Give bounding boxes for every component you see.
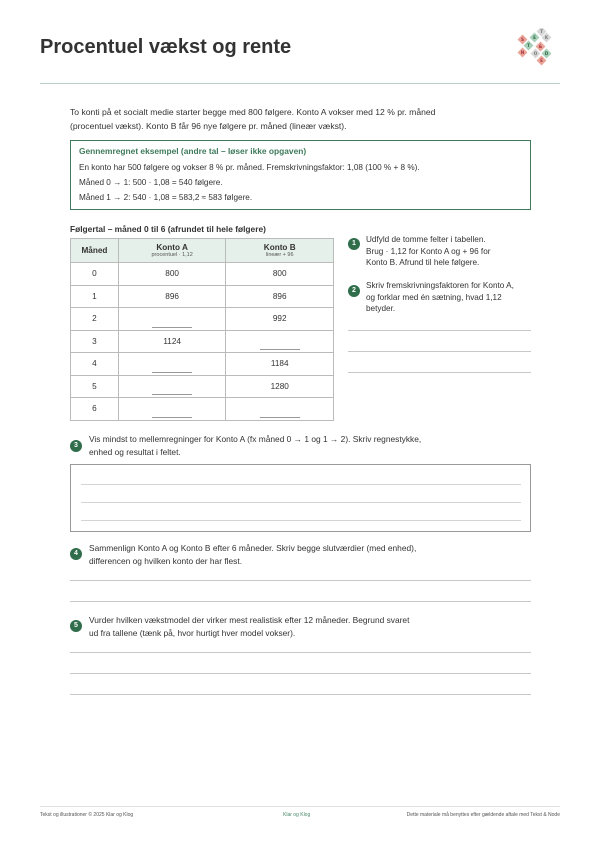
blank-answer-field[interactable] [152,363,192,373]
page-title: Procentuel vækst og rente [40,36,292,58]
blank-answer-field[interactable] [260,408,300,418]
table-caption: Følgertal – måned 0 til 6 (afrundet til hele følgere) [70,224,266,234]
table-row [71,308,334,331]
header-account-b-sub: lineær + 96 [265,251,294,258]
svg-text:&: & [538,44,543,49]
account-b-cell[interactable] [226,330,334,353]
answer-line[interactable] [348,330,531,331]
worked-example-line: En konto har 500 følgere og vokser 8 % pr. måned. Fremskrivningsfaktor: 1,08 (100 % + 8 %). [79,163,420,172]
task-line: betyder. [366,304,396,313]
account-a-cell[interactable] [118,353,226,376]
intro-text [70,105,490,133]
header-account-a-label: Konto A [156,242,188,252]
answer-line[interactable] [348,372,531,373]
answer-box-line [81,502,521,503]
month-cell: 1 [71,285,119,308]
logo-icon [516,28,552,66]
task-line: Brug · 1,12 for Konto A og + 96 for [366,246,491,256]
answer-line[interactable] [348,351,531,352]
blank-answer-field[interactable] [152,385,192,395]
account-b-cell: 1184 [226,353,334,376]
svg-text:E: E [533,35,536,40]
task-1-text [366,234,536,269]
task-5-text [89,614,459,640]
answer-line[interactable] [70,580,531,581]
svg-text:T: T [527,43,530,48]
month-cell: 2 [71,308,119,331]
answer-line[interactable] [70,673,531,674]
intro-line: To konti på et socialt medie starter begge med 800 følgere. Konto A vokser med 12 % pr. måned [70,107,436,117]
svg-text:O: O [533,51,538,56]
header-account-a [118,239,226,263]
title-divider [40,83,560,84]
account-a-cell[interactable] [118,398,226,421]
worked-example-line: Måned 1 → 2: 540 · 1,08 = 583,2 ≈ 583 følgere. [79,193,253,202]
svg-text:D: D [544,51,549,56]
month-cell: 6 [71,398,119,421]
task-line: og forklar med én sætning, hvad 1,12 [366,292,502,302]
svg-text:K: K [544,35,549,40]
blank-answer-field[interactable] [260,340,300,350]
account-a-cell[interactable] [118,375,226,398]
header-account-b [226,239,334,263]
answer-line[interactable] [70,694,531,695]
account-a-cell[interactable] [118,308,226,331]
month-cell: 5 [71,375,119,398]
worked-example-box [70,140,531,210]
svg-text:T: T [540,29,543,34]
answer-box-line [81,484,521,485]
task-number-badge: 4 [70,548,82,560]
account-b-cell: 896 [226,285,334,308]
account-a-cell: 896 [118,285,226,308]
worked-example-line: Måned 0 → 1: 500 · 1,08 = 540 følgere. [79,178,223,187]
task-3-text [89,433,459,459]
blank-answer-field[interactable] [152,408,192,418]
footer-license: Dette materiale må benyttes efter gældende aftale med Tekst & Node [406,812,560,818]
account-b-cell: 992 [226,308,334,331]
table-header-row [71,239,334,263]
answer-box-line [81,520,521,521]
task-line: differencen og hvilken konto der har flest. [89,556,243,566]
task-line: enhed og resultat i feltet. [89,447,181,457]
header-account-a-sub: procentuel · 1,12 [151,251,193,258]
header-account-b-label: Konto B [263,242,296,252]
month-cell: 0 [71,263,119,286]
task-number-badge: 3 [70,440,82,452]
svg-text:N: N [520,50,525,55]
worked-example-title: Gennemregnet eksempel (andre tal – løser ikke opgaven) [79,146,307,156]
task-line: Udfyld de tomme felter i tabellen. [366,235,486,244]
answer-line[interactable] [70,601,531,602]
task-4-text [89,542,459,568]
task-number-badge: 5 [70,620,82,632]
calculation-answer-box[interactable] [70,464,531,532]
table-row [71,398,334,421]
blank-answer-field[interactable] [152,318,192,328]
task-line: ud fra tallene (tænk på, hvor hurtigt hver model vokser). [89,628,296,638]
table-row [71,263,334,286]
table-row [71,330,334,353]
month-cell: 4 [71,353,119,376]
task-line: Sammenlign Konto A og Konto B efter 6 måneder. Skriv begge slutværdier (med enhed), [89,543,417,553]
footer-publisher: Klar og Klog [283,812,311,818]
account-b-cell[interactable] [226,398,334,421]
task-number-badge: 2 [348,285,360,297]
answer-line[interactable] [70,652,531,653]
account-a-cell: 800 [118,263,226,286]
task-line: Skriv fremskrivningsfaktoren for Konto A, [366,281,514,290]
task-line: Vurder hvilken vækstmodel der virker mest realistisk efter 12 måneder. Begrund svaret [89,615,410,625]
account-a-cell: 1124 [118,330,226,353]
header-month: Måned [71,239,119,263]
task-line: Konto B. Afrund til hele følgere. [366,258,480,267]
account-b-cell: 800 [226,263,334,286]
footer-copyright: Tekst og illustrationer © 2025 Klar og Klog [40,812,134,818]
svg-text:E: E [540,58,543,63]
table-row [71,353,334,376]
intro-line: (procentuel vækst). Konto B får 96 nye følgere pr. måned (lineær vækst). [70,121,347,131]
svg-text:S: S [520,37,525,42]
table-row [71,285,334,308]
table-row [71,375,334,398]
task-2-text [366,280,536,315]
task-line: Vis mindst to mellemregninger for Konto A (fx måned 0 → 1 og 1 → 2). Skriv regnestykke, [89,434,422,444]
task-number-badge: 1 [348,238,360,250]
followers-table [70,238,334,421]
account-b-cell: 1280 [226,375,334,398]
footer-divider [40,806,560,807]
month-cell: 3 [71,330,119,353]
